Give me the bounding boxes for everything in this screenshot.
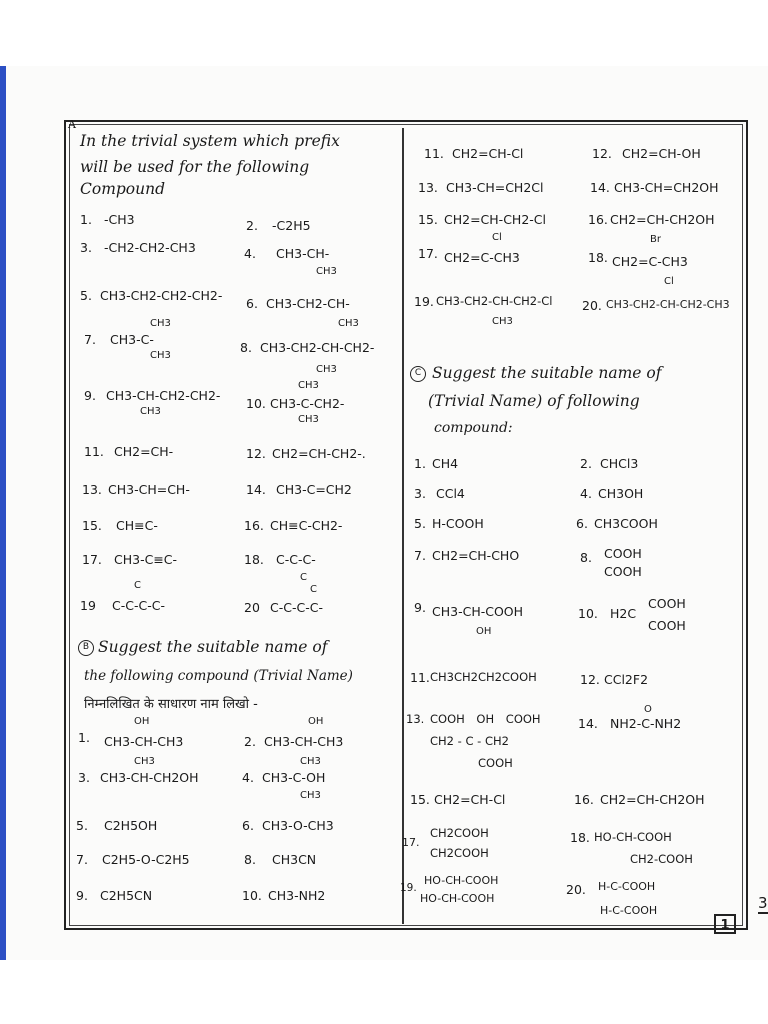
c-7-num: 7.	[414, 548, 426, 563]
r-19-formula: CH3-CH2-CH-CH2-Cl	[436, 294, 553, 308]
b-8-formula: CH3CN	[272, 852, 317, 867]
r-17-formula: CH2=C-CH3	[444, 250, 520, 265]
c-3-num: 3.	[414, 486, 426, 501]
section-c-heading-line-3: compound:	[434, 420, 513, 436]
c-14-formula: NH2-C-NH2	[610, 716, 682, 731]
r-20-num: 20.	[582, 298, 602, 313]
a-13-num: 13.	[82, 482, 102, 497]
b-10-num: 10.	[242, 888, 262, 903]
r-14-num: 14.	[590, 180, 610, 195]
c-12-num: 12.	[580, 672, 600, 687]
a-3-formula: -CH2-CH2-CH3	[104, 240, 196, 255]
c-19-formula: HO-CH-COOH	[424, 874, 499, 887]
a-9-sub: CH3	[140, 406, 161, 417]
c-9-num: 9.	[414, 600, 426, 615]
section-b-marker: B	[78, 640, 94, 656]
c-20-bottom: H-C-COOH	[600, 904, 658, 917]
c-1-formula: CH4	[432, 456, 459, 471]
b-4-num: 4.	[242, 770, 254, 785]
a-8-sub: CH3	[316, 364, 337, 375]
c-11-formula: CH3CH2CH2COOH	[430, 670, 537, 684]
r-20-formula: CH3-CH2-CH-CH2-CH3	[606, 298, 730, 311]
b-3-sub: CH3	[134, 756, 155, 767]
a-20-sub: C	[310, 584, 317, 595]
c-10-num: 10.	[578, 606, 598, 621]
a-2-formula: -C2H5	[272, 218, 311, 233]
corner-mark: A	[68, 118, 76, 131]
b-9-num: 9.	[76, 888, 88, 903]
b-6-num: 6.	[242, 818, 254, 833]
c-9-sub: OH	[476, 626, 492, 637]
a-3-num: 3.	[80, 240, 92, 255]
a-6-num: 6.	[246, 296, 258, 311]
a-18-formula: C-C-C-	[276, 552, 316, 567]
a-6-formula: CH3-CH2-CH-	[266, 296, 350, 311]
column-divider	[402, 128, 404, 924]
a-4-sub: CH3	[316, 266, 337, 277]
a-14-formula: CH3-C=CH2	[276, 482, 352, 497]
c-2-num: 2.	[580, 456, 592, 471]
a-1-formula: -CH3	[104, 212, 135, 227]
a-7-sub-bot: CH3	[150, 350, 171, 361]
c-8-num: 8.	[580, 550, 592, 565]
section-c-marker: C	[410, 366, 426, 382]
r-12-num: 12.	[592, 146, 612, 161]
b-3-formula: CH3-CH-CH2OH	[100, 770, 199, 785]
section-b-heading-line-1: Suggest the suitable name of	[98, 638, 328, 656]
r-12-formula: CH2=CH-OH	[622, 146, 701, 161]
edge-fragment: 3	[758, 894, 768, 912]
c-13-bottom: COOH	[478, 756, 513, 770]
a-12-formula: CH2=CH-CH2-.	[272, 446, 366, 461]
b-4-formula: CH3-C-OH	[262, 770, 326, 785]
a-17-formula: CH3-C≡C-	[114, 552, 178, 567]
a-18-sub: C	[300, 572, 307, 583]
c-19-bottom: HO-CH-COOH	[420, 892, 495, 905]
a-15-formula: CH≡C-	[116, 518, 158, 533]
b-2-num: 2.	[244, 734, 256, 749]
a-19-formula: C-C-C-C-	[112, 598, 165, 613]
c-10-top: COOH	[648, 596, 686, 611]
a-16-num: 16.	[244, 518, 264, 533]
c-15-formula: CH2=CH-Cl	[434, 792, 506, 807]
r-18-sub: Br	[650, 234, 661, 245]
b-1-sub: OH	[134, 716, 150, 727]
c-13-formula: COOH OH COOH	[430, 712, 541, 726]
c-14-top: O	[644, 704, 652, 715]
r-11-num: 11.	[424, 146, 444, 161]
r-13-formula: CH3-CH=CH2Cl	[446, 180, 544, 195]
c-10-bottom: COOH	[648, 618, 686, 633]
r-19-sub: CH3	[492, 316, 513, 327]
c-5-num: 5.	[414, 516, 426, 531]
a-10-sub-top: CH3	[298, 380, 319, 391]
b-1-formula: CH3-CH-CH3	[104, 734, 184, 749]
a-8-num: 8.	[240, 340, 252, 355]
a-19-sub: C	[134, 580, 141, 591]
r-20-sub: Cl	[664, 276, 674, 287]
a-9-formula: CH3-CH-CH2-CH2-	[106, 388, 221, 403]
a-10-formula: CH3-C-CH2-	[270, 396, 345, 411]
r-17-sub: Cl	[492, 232, 502, 243]
b-8-num: 8.	[244, 852, 256, 867]
c-8-bottom: COOH	[604, 564, 642, 579]
b-9-formula: C2H5CN	[100, 888, 153, 903]
c-13-num: 13.	[406, 712, 425, 726]
a-7-num: 7.	[84, 332, 96, 347]
c-19-num: 19.	[400, 882, 417, 894]
a-7-formula: CH3-C-	[110, 332, 154, 347]
page-number: 1	[714, 914, 736, 934]
a-4-formula: CH3-CH-	[276, 246, 330, 261]
c-17-formula: CH2COOH	[430, 826, 489, 840]
left-heading-line-3: Compound	[80, 180, 166, 198]
a-7-sub-top: CH3	[150, 318, 171, 329]
a-2-num: 2.	[246, 218, 258, 233]
r-16-formula: CH2=CH-CH2OH	[610, 212, 715, 227]
c-8-formula: COOH	[604, 546, 642, 561]
c-16-formula: CH2=CH-CH2OH	[600, 792, 705, 807]
c-20-formula: H-C-COOH	[598, 880, 656, 893]
a-4-num: 4.	[244, 246, 256, 261]
section-c-heading-line-2: (Trivial Name) of following	[428, 392, 640, 410]
b-4-sub-2: CH3	[300, 790, 321, 801]
c-6-num: 6.	[576, 516, 588, 531]
a-15-num: 15.	[82, 518, 102, 533]
a-9-num: 9.	[84, 388, 96, 403]
a-14-num: 14.	[246, 482, 266, 497]
r-14-formula: CH3-CH=CH2OH	[614, 180, 719, 195]
b-6-formula: CH3-O-CH3	[262, 818, 334, 833]
a-16-formula: CH≡C-CH2-	[270, 518, 343, 533]
c-1-num: 1.	[414, 456, 426, 471]
r-17-num: 17.	[418, 246, 438, 261]
b-5-formula: C2H5OH	[104, 818, 158, 833]
a-18-num: 18.	[244, 552, 264, 567]
c-4-num: 4.	[580, 486, 592, 501]
c-9-formula: CH3-CH-COOH	[432, 604, 524, 619]
c-20-num: 20.	[566, 882, 586, 897]
c-17-num: 17.	[402, 836, 420, 849]
c-4-formula: CH3OH	[598, 486, 644, 501]
a-13-formula: CH3-CH=CH-	[108, 482, 190, 497]
a-5-formula: CH3-CH2-CH2-CH2-	[100, 288, 223, 303]
c-14-num: 14.	[578, 716, 598, 731]
r-15-formula: CH2=CH-CH2-Cl	[444, 212, 546, 227]
c-11-num: 11.	[410, 670, 430, 685]
c-18-num: 18.	[570, 830, 590, 845]
c-12-formula: CCl2F2	[604, 672, 649, 687]
c-13-middle: CH2 - C - CH2	[430, 734, 509, 748]
c-15-num: 15.	[410, 792, 430, 807]
b-2-formula: CH3-CH-CH3	[264, 734, 344, 749]
c-3-formula: CCl4	[436, 486, 465, 501]
r-11-formula: CH2=CH-Cl	[452, 146, 524, 161]
b-7-formula: C2H5-O-C2H5	[102, 852, 190, 867]
a-19-num: 19	[80, 598, 96, 613]
c-2-formula: CHCl3	[600, 456, 639, 471]
left-heading-line-1: In the trivial system which prefix	[80, 132, 340, 150]
a-12-num: 12.	[246, 446, 266, 461]
r-16-num: 16.	[588, 212, 608, 227]
r-18-num: 18.	[588, 250, 608, 265]
r-18-formula: CH2=C-CH3	[612, 254, 688, 269]
a-10-num: 10.	[246, 396, 266, 411]
b-5-num: 5.	[76, 818, 88, 833]
r-13-num: 13.	[418, 180, 438, 195]
b-7-num: 7.	[76, 852, 88, 867]
a-20-num: 20	[244, 600, 260, 615]
b-3-num: 3.	[78, 770, 90, 785]
a-11-formula: CH2=CH-	[114, 444, 174, 459]
r-19-num: 19.	[414, 294, 434, 309]
c-16-num: 16.	[574, 792, 594, 807]
a-17-num: 17.	[82, 552, 102, 567]
a-10-sub-bot: CH3	[298, 414, 319, 425]
b-1-num: 1.	[78, 730, 90, 745]
c-18-bottom: CH2-COOH	[630, 852, 693, 866]
c-17-bottom: CH2COOH	[430, 846, 489, 860]
c-7-formula: CH2=CH-CHO	[432, 548, 520, 563]
a-6-sub: CH3	[338, 318, 359, 329]
b-4-sub: CH3	[300, 756, 321, 767]
left-heading-line-2: will be used for the following	[80, 158, 310, 176]
a-20-formula: C-C-C-C-	[270, 600, 323, 615]
section-b-heading-line-2: the following compound (Trivial Name)	[84, 668, 353, 684]
c-5-formula: H-COOH	[432, 516, 484, 531]
a-5-num: 5.	[80, 288, 92, 303]
c-18-formula: HO-CH-COOH	[594, 830, 672, 844]
c-6-formula: CH3COOH	[594, 516, 658, 531]
section-b-hindi: निम्नलिखित के साधारण नाम लिखो -	[84, 697, 258, 712]
c-10-formula: H2C	[610, 606, 637, 621]
section-c-heading-line-1: Suggest the suitable name of	[432, 364, 662, 382]
b-10-formula: CH3-NH2	[268, 888, 326, 903]
a-1-num: 1.	[80, 212, 92, 227]
a-8-formula: CH3-CH2-CH-CH2-	[260, 340, 375, 355]
b-2-sub: OH	[308, 716, 324, 727]
r-15-num: 15.	[418, 212, 438, 227]
a-11-num: 11.	[84, 444, 104, 459]
